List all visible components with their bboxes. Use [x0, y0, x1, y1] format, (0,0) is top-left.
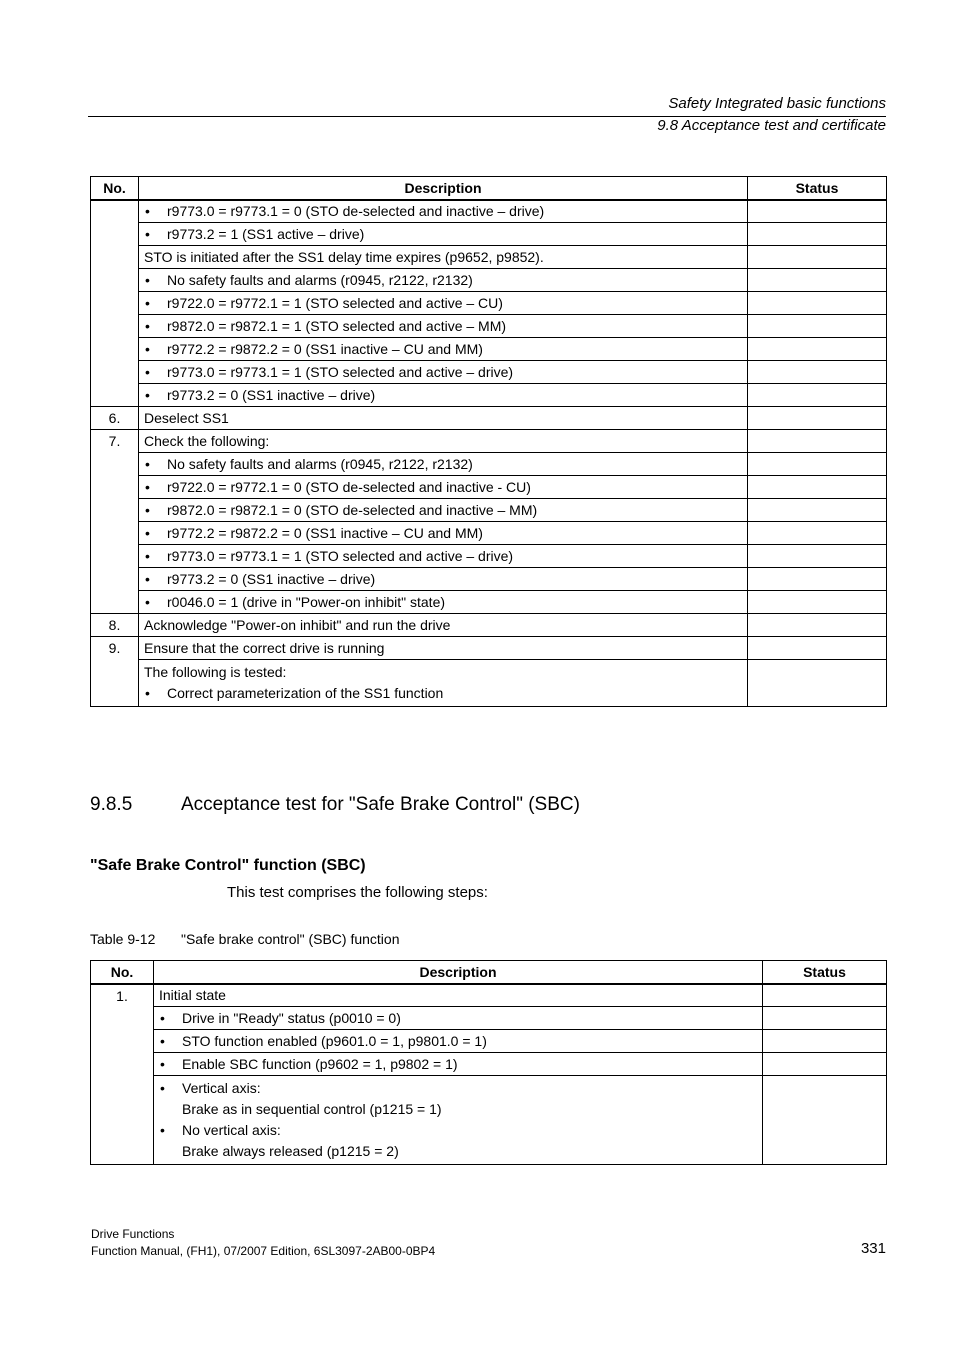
row-status [748, 476, 887, 499]
row-number: 1. [91, 984, 154, 1165]
row-status [748, 338, 887, 361]
bullet-item: • r9772.2 = r9872.2 = 0 (SS1 inactive – CU and MM) [144, 525, 742, 541]
table-row [91, 1053, 887, 1076]
bullet-item: • No safety faults and alarms (r0945, r2122, r2132) [144, 272, 742, 288]
step-text: Check the following: [144, 433, 270, 449]
table-row [91, 269, 887, 292]
table-row [91, 1076, 887, 1165]
step-text: Initial state [159, 987, 226, 1004]
indent-text: Brake as in sequential control (p1215 = 1) [182, 1101, 442, 1117]
bullet-item: • Drive in "Ready" status (p0010 = 0) [159, 1010, 757, 1026]
row-description [139, 361, 748, 384]
col-header-description: Description [139, 177, 748, 200]
row-status [748, 453, 887, 476]
row-description [139, 407, 748, 430]
row-status [748, 246, 887, 269]
bullet-item: • No vertical axis: [159, 1120, 757, 1141]
bullet-item: • Enable SBC function (p9602 = 1, p9802 = 1) [159, 1056, 757, 1072]
indent-text: Brake always released (p1215 = 2) [182, 1143, 399, 1159]
row-description [139, 568, 748, 591]
table-row [91, 246, 887, 269]
sbc-test-table [90, 960, 887, 1165]
col-header-no: No. [91, 177, 139, 200]
table-row [91, 453, 887, 476]
row-description [154, 1053, 763, 1076]
bullet-item: • Correct parameterization of the SS1 function [144, 683, 742, 704]
bullet-item: • r9872.0 = r9872.1 = 1 (STO selected and active – MM) [144, 318, 742, 334]
row-status [748, 384, 887, 407]
row-number: 6. [91, 407, 139, 430]
row-status [763, 1030, 887, 1053]
row-description [139, 269, 748, 292]
row-number: 9. [91, 637, 139, 707]
bullet-item: • No safety faults and alarms (r0945, r2122, r2132) [144, 456, 742, 472]
row-description [139, 522, 748, 545]
table-row [91, 223, 887, 246]
row-status [763, 1076, 887, 1165]
step-text: STO is initiated after the SS1 delay time expires (p9652, p9852). [144, 249, 544, 265]
row-status [748, 223, 887, 246]
row-description [139, 384, 748, 407]
table-row [91, 384, 887, 407]
bullet-item: • r9722.0 = r9772.1 = 0 (STO de-selected and inactive - CU) [144, 479, 742, 495]
row-description [139, 338, 748, 361]
row-number: 7. [91, 430, 139, 614]
table-row [91, 522, 887, 545]
table-row [91, 200, 887, 223]
row-description [154, 984, 763, 1007]
footer-book-title: Drive Functions [91, 1227, 175, 1241]
row-description [139, 476, 748, 499]
row-description [139, 499, 748, 522]
table-row [91, 361, 887, 384]
row-number [91, 200, 139, 407]
row-description [139, 614, 748, 637]
bullet-item: • r9773.2 = 0 (SS1 inactive – drive) [144, 571, 742, 587]
table-row [91, 614, 887, 637]
row-status [748, 292, 887, 315]
running-header-section: 9.8 Acceptance test and certificate [657, 117, 886, 134]
row-description [139, 591, 748, 614]
row-description [154, 1076, 763, 1165]
row-status [748, 614, 887, 637]
col-header-description: Description [154, 961, 763, 984]
bullet-item: • r9772.2 = r9872.2 = 0 (SS1 inactive – CU and MM) [144, 341, 742, 357]
intro-text: This test comprises the following steps: [227, 884, 488, 901]
col-header-status: Status [748, 177, 887, 200]
row-description [139, 315, 748, 338]
table-row [91, 338, 887, 361]
row-status [748, 407, 887, 430]
step-text: Deselect SS1 [144, 410, 229, 426]
section-number: 9.8.5 [90, 794, 133, 815]
table-row [91, 1007, 887, 1030]
bullet-item: • r9773.2 = 1 (SS1 active – drive) [144, 226, 742, 242]
row-status [748, 200, 887, 223]
row-status [748, 315, 887, 338]
table-row [91, 499, 887, 522]
page-number: 331 [860, 1240, 886, 1257]
table-row [91, 660, 887, 707]
tested-block [144, 660, 742, 706]
table-row [91, 292, 887, 315]
row-description [154, 1007, 763, 1030]
row-status [748, 269, 887, 292]
bullet-item: • r9773.0 = r9773.1 = 1 (STO selected and active – drive) [144, 364, 742, 380]
section-heading [90, 794, 580, 816]
table-row [91, 1030, 887, 1053]
step-text: Acknowledge "Power-on inhibit" and run the drive [144, 617, 451, 633]
row-status [763, 1053, 887, 1076]
row-number: 8. [91, 614, 139, 637]
row-description [139, 453, 748, 476]
table-row [91, 407, 887, 430]
row-description [139, 430, 748, 453]
row-description [139, 200, 748, 223]
row-description [139, 637, 748, 660]
step-text: Ensure that the correct drive is running [144, 640, 385, 656]
table-caption-text: "Safe brake control" (SBC) function [181, 931, 400, 947]
bullet-item: • r9722.0 = r9772.1 = 1 (STO selected and active – CU) [144, 295, 742, 311]
table-row [91, 637, 887, 660]
table-row [91, 568, 887, 591]
section-title: Acceptance test for "Safe Brake Control" (SBC) [181, 794, 580, 815]
row-status [748, 522, 887, 545]
row-description [139, 246, 748, 269]
table-row [91, 476, 887, 499]
bullet-item: • STO function enabled (p9601.0 = 1, p9801.0 = 1) [159, 1033, 757, 1049]
row-status [763, 984, 887, 1007]
running-header-title: Safety Integrated basic functions [668, 95, 886, 112]
table-body [91, 984, 887, 1165]
row-status [748, 545, 887, 568]
col-header-status: Status [763, 961, 887, 984]
row-description [139, 545, 748, 568]
ss1-test-table [90, 176, 887, 707]
bullet-item: • r9872.0 = r9872.1 = 0 (STO de-selected and inactive – MM) [144, 502, 742, 518]
row-status [748, 568, 887, 591]
row-status [748, 499, 887, 522]
row-description [139, 292, 748, 315]
row-status [748, 637, 887, 660]
table-row [91, 591, 887, 614]
row-description [139, 223, 748, 246]
step-text: The following is tested: [144, 664, 287, 680]
table-row [91, 545, 887, 568]
table-caption [90, 931, 399, 947]
bullet-item: • Vertical axis: [159, 1078, 757, 1099]
table-caption-number: Table 9-12 [90, 931, 156, 947]
subheading: "Safe Brake Control" function (SBC) [90, 857, 366, 874]
table-row [91, 430, 887, 453]
row-description [154, 1030, 763, 1053]
bullet-item: • r9773.2 = 0 (SS1 inactive – drive) [144, 387, 742, 403]
bullet-item: • r0046.0 = 1 (drive in "Power-on inhibit" state) [144, 594, 742, 610]
row-status [748, 660, 887, 707]
table-row [91, 315, 887, 338]
row-status [763, 1007, 887, 1030]
row-description [139, 660, 748, 707]
table-row [91, 984, 887, 1007]
row-status [748, 430, 887, 453]
row-status [748, 591, 887, 614]
bullet-item: • r9773.0 = r9773.1 = 0 (STO de-selected and inactive – drive) [144, 203, 742, 219]
row-status [748, 361, 887, 384]
table-body [91, 200, 887, 707]
footer-edition: Function Manual, (FH1), 07/2007 Edition, 6SL3097-2AB00-0BP4 [91, 1244, 436, 1258]
axis-block [159, 1076, 757, 1164]
col-header-no: No. [91, 961, 154, 984]
bullet-item: • r9773.0 = r9773.1 = 1 (STO selected and active – drive) [144, 548, 742, 564]
